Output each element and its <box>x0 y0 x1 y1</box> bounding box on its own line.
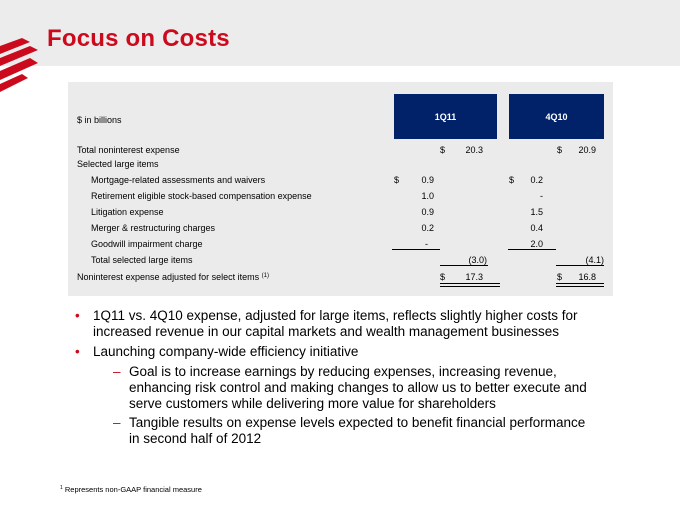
footnote-marker: 1 <box>60 485 63 491</box>
bullet-text: Launching company-wide efficiency initiative <box>93 344 359 359</box>
value-4q10: 0.2 <box>530 175 543 185</box>
currency-symbol: $ <box>557 272 563 282</box>
bullet-dot-icon: • <box>75 344 80 359</box>
row-label <box>77 270 269 284</box>
table-row <box>68 205 613 219</box>
currency-symbol: $ <box>394 175 400 185</box>
value-4q10: 16.8 <box>578 272 596 282</box>
column-header-4q10: 4Q10 <box>509 94 604 139</box>
total-underline <box>440 265 488 266</box>
row-label: Total noninterest expense <box>77 145 180 155</box>
value-4q10: 1.5 <box>530 207 543 217</box>
footnote-ref: (1) <box>261 273 269 279</box>
units-label: $ in billions <box>77 115 122 125</box>
table-row <box>68 143 613 157</box>
bullet-list <box>72 308 592 450</box>
sub-bullet-item <box>72 364 592 412</box>
row-label: Selected large items <box>77 159 159 169</box>
value-1q11: - <box>425 239 428 249</box>
value-1q11: 17.3 <box>465 272 483 282</box>
bullet-dot-icon: • <box>75 308 80 323</box>
expense-table <box>68 82 613 296</box>
value-1q11: 0.9 <box>421 207 434 217</box>
grand-total-double-underline <box>556 283 604 287</box>
footnote-text: Represents non-GAAP financial measure <box>64 485 202 494</box>
value-1q11: 0.9 <box>421 175 434 185</box>
dash-icon: – <box>113 415 121 430</box>
value-4q10: - <box>540 191 543 201</box>
row-label-text: Noninterest expense adjusted for select items <box>77 272 260 282</box>
row-label: Merger & restructuring charges <box>91 223 216 233</box>
sub-bullet-text: Goal is to increase earnings by reducing expenses, increasing revenue, enhancing risk control and making changes to allow us to better execute and serve customers while delivering more value for shareholders <box>129 364 587 411</box>
bullet-text: 1Q11 vs. 4Q10 expense, adjusted for large items, reflects slightly higher costs for increased revenue in our capital markets and wealth management businesses <box>93 308 578 339</box>
dash-icon: – <box>113 364 121 379</box>
total-underline <box>556 265 604 266</box>
currency-symbol: $ <box>509 175 515 185</box>
value-1q11: 1.0 <box>421 191 434 201</box>
sub-bullet-item <box>72 415 592 447</box>
currency-symbol: $ <box>440 272 446 282</box>
row-label: Mortgage-related assessments and waivers <box>91 175 266 185</box>
row-label: Retirement eligible stock-based compensation expense <box>91 191 312 201</box>
currency-symbol: $ <box>557 145 563 155</box>
subtotal-underline <box>392 249 440 250</box>
table-row <box>68 270 613 284</box>
value-1q11: (3.0) <box>468 255 487 265</box>
row-label: Total selected large items <box>91 255 193 265</box>
row-label: Litigation expense <box>91 207 164 217</box>
grand-total-double-underline <box>440 283 500 287</box>
table-row <box>68 253 613 267</box>
subtotal-underline <box>508 249 556 250</box>
value-4q10: 20.9 <box>578 145 596 155</box>
row-label: Goodwill impairment charge <box>91 239 203 249</box>
bullet-item <box>72 308 592 340</box>
table-row <box>68 157 613 171</box>
value-4q10: (4.1) <box>585 255 604 265</box>
sub-bullet-text: Tangible results on expense levels expected to benefit financial performance in second half of 2012 <box>129 415 586 446</box>
value-4q10: 0.4 <box>530 223 543 233</box>
value-1q11: 20.3 <box>465 145 483 155</box>
table-row <box>68 221 613 235</box>
column-header-1q11: 1Q11 <box>394 94 497 139</box>
bank-flag-logo-icon <box>0 38 40 96</box>
currency-symbol: $ <box>440 145 446 155</box>
page-title: Focus on Costs <box>47 25 230 52</box>
table-row <box>68 173 613 187</box>
footnote <box>60 485 202 494</box>
value-1q11: 0.2 <box>421 223 434 233</box>
table-row <box>68 189 613 203</box>
value-4q10: 2.0 <box>530 239 543 249</box>
bullet-item <box>72 344 592 360</box>
